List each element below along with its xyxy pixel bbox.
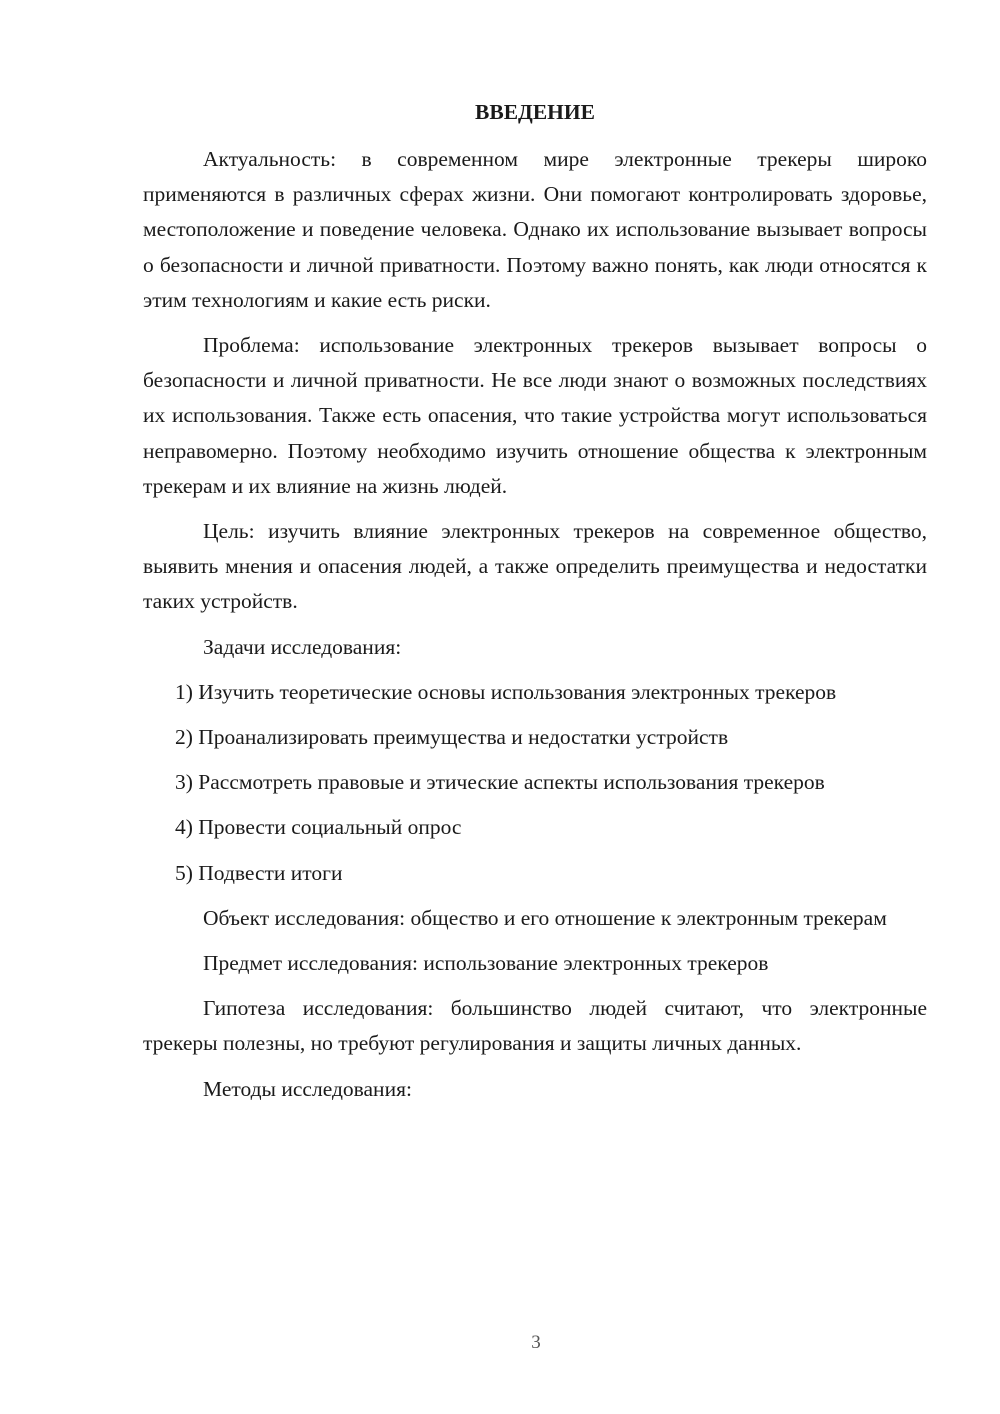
task-item-1: 1) Изучить теоретические основы использования электронных трекеров [175,679,837,704]
page-number: 3 [531,1332,541,1353]
paragraph-subject: Предмет исследования: использование электронных трекеров [203,951,769,976]
paragraph-hypothesis: Гипотеза исследования: большинство людей считают, что электронные трекеры полезны, но требуют регулирования и защиты личных данных. [143,996,927,1056]
task-item-2: 2) Проанализировать преимущества и недостатки устройств [175,725,729,750]
page-title: ВВЕДЕНИЕ [475,100,595,124]
paragraph-relevance: Актуальность: в современном мире электронные трекеры широко применяются в различных сферах жизни. Они помогают контролировать здоровье, местоположение и поведение человека. Однако их использование вызывает вопросы о безопасности и личной приватности. Поэтому важно понять, как люди относятся к этим технологиям и какие есть риски. [143,147,927,312]
paragraph-problem: Проблема: использование электронных трекеров вызывает вопросы о безопасности и личной приватности. Не все люди знают о возможных последствиях их использования. Также есть опасения, что такие устройства могут использоваться неправомерно. Поэтому необходимо изучить отношение общества к электронным трекерам и их влияние на жизнь людей. [143,333,927,498]
task-item-3: 3) Рассмотреть правовые и этические аспекты использования трекеров [175,770,825,795]
paragraph-tasks-heading: Задачи исследования: [203,634,402,659]
paragraph-object: Объект исследования: общество и его отношение к электронным трекерам [203,905,887,930]
paragraph-methods: Методы исследования: [203,1076,412,1101]
page-content [143,95,927,1117]
paragraph-goal: Цель: изучить влияние электронных трекеров на современное общество, выявить мнения и опасения людей, а также определить преимущества и недостатки таких устройств. [143,519,927,614]
task-item-5: 5) Подвести итоги [175,860,343,885]
task-item-4: 4) Провести социальный опрос [175,815,462,840]
